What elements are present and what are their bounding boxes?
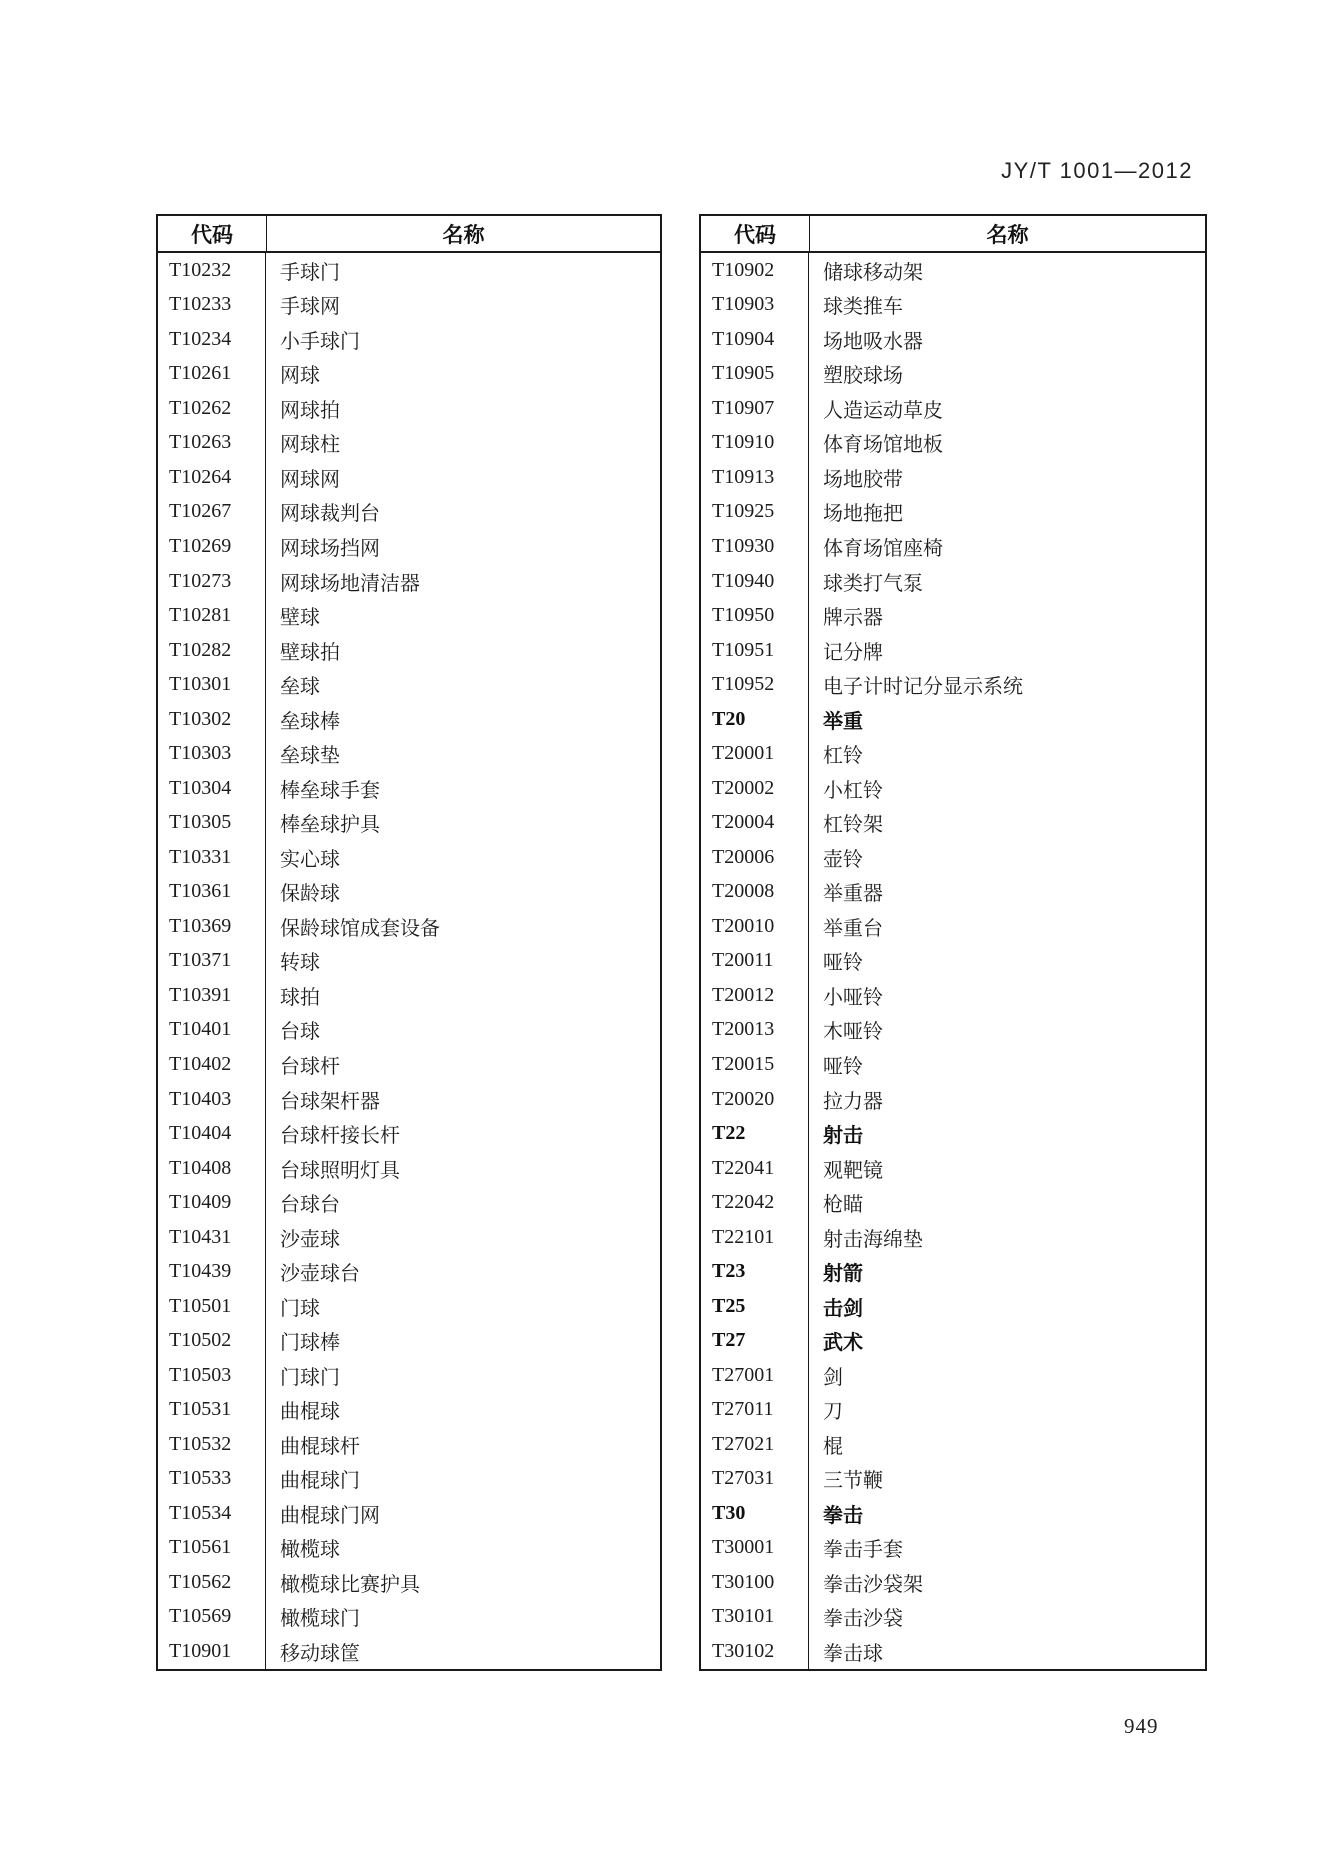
code-cell: T23 xyxy=(701,1254,809,1289)
name-cell: 拉力器 xyxy=(823,1090,883,1113)
name-cell: 保龄球馆成套设备 xyxy=(280,917,440,940)
code-cell: T20011 xyxy=(701,944,809,979)
code-cell: T10562 xyxy=(158,1565,266,1600)
code-cell: T20002 xyxy=(701,771,809,806)
name-cell: 曲棍球门 xyxy=(280,1470,360,1493)
table-row xyxy=(158,391,660,426)
code-cell: T10402 xyxy=(158,1047,266,1082)
table-row xyxy=(701,1427,1205,1462)
table-row xyxy=(158,288,660,323)
code-cell: T30100 xyxy=(701,1565,809,1600)
code-cell: T10305 xyxy=(158,806,266,841)
code-cell: T10902 xyxy=(701,253,809,288)
name-cell: 手球网 xyxy=(280,296,340,319)
name-cell: 橄榄球 xyxy=(280,1539,340,1562)
table-row xyxy=(701,1082,1205,1117)
table-row xyxy=(158,1116,660,1151)
name-cell: 拳击球 xyxy=(823,1643,883,1666)
name-cell: 网球拍 xyxy=(280,399,340,422)
table-row xyxy=(158,1427,660,1462)
name-cell: 杠铃架 xyxy=(823,814,883,837)
name-cell: 枪瞄 xyxy=(823,1194,863,1217)
table-row xyxy=(158,1082,660,1117)
name-cell: 曲棍球 xyxy=(280,1401,340,1424)
name-cell: 击剑 xyxy=(823,1297,863,1320)
table-row xyxy=(158,1323,660,1358)
code-cell: T10301 xyxy=(158,667,266,702)
code-cell: T20015 xyxy=(701,1047,809,1082)
name-cell: 射箭 xyxy=(823,1263,863,1286)
code-cell: T10234 xyxy=(158,322,266,357)
table-row xyxy=(701,495,1205,530)
name-cell: 手球门 xyxy=(280,261,340,284)
code-cell: T20012 xyxy=(701,978,809,1013)
name-cell: 哑铃 xyxy=(823,1055,863,1078)
name-cell: 台球照明灯具 xyxy=(280,1159,400,1182)
name-cell: 储球移动架 xyxy=(823,261,923,284)
name-cell: 门球 xyxy=(280,1297,320,1320)
code-cell: T20 xyxy=(701,702,809,737)
table-row xyxy=(158,840,660,875)
table-row xyxy=(701,909,1205,944)
name-cell: 剑 xyxy=(823,1366,843,1389)
table-row xyxy=(701,1393,1205,1428)
table-row xyxy=(701,978,1205,1013)
table-row xyxy=(158,702,660,737)
table-row xyxy=(701,391,1205,426)
name-cell: 门球门 xyxy=(280,1366,340,1389)
code-cell: T20013 xyxy=(701,1013,809,1048)
code-cell: T20001 xyxy=(701,736,809,771)
code-cell: T10930 xyxy=(701,529,809,564)
table-row xyxy=(158,875,660,910)
code-cell: T10304 xyxy=(158,771,266,806)
column-header-name: 名称 xyxy=(442,223,485,247)
table-row xyxy=(158,1496,660,1531)
table-row xyxy=(701,1565,1205,1600)
name-cell: 垒球棒 xyxy=(280,710,340,733)
name-cell: 网球网 xyxy=(280,468,340,491)
name-cell: 网球 xyxy=(280,365,320,388)
table-row xyxy=(158,1634,660,1669)
code-cell: T10401 xyxy=(158,1013,266,1048)
code-cell: T10532 xyxy=(158,1427,266,1462)
name-cell: 举重器 xyxy=(823,883,883,906)
table-row xyxy=(701,667,1205,702)
code-cell: T10503 xyxy=(158,1358,266,1393)
name-cell: 棍 xyxy=(823,1435,843,1458)
name-cell: 保龄球 xyxy=(280,883,340,906)
name-cell: 转球 xyxy=(280,952,320,975)
name-cell: 举重台 xyxy=(823,917,883,940)
table-row xyxy=(701,1013,1205,1048)
table-row xyxy=(701,1323,1205,1358)
table-row xyxy=(158,736,660,771)
code-cell: T10233 xyxy=(158,288,266,323)
name-cell: 杠铃 xyxy=(823,745,863,768)
table-row xyxy=(158,1358,660,1393)
table-row xyxy=(701,1254,1205,1289)
code-cell: T10901 xyxy=(158,1634,266,1669)
name-cell: 武术 xyxy=(823,1332,863,1355)
name-cell: 台球台 xyxy=(280,1194,340,1217)
table-row xyxy=(158,253,660,288)
name-cell: 沙壶球台 xyxy=(280,1263,360,1286)
table-row xyxy=(158,633,660,668)
table-row xyxy=(158,1151,660,1186)
table-body xyxy=(158,253,660,1669)
table-row xyxy=(701,1116,1205,1151)
table-row xyxy=(701,771,1205,806)
code-cell: T10408 xyxy=(158,1151,266,1186)
table-row xyxy=(701,253,1205,288)
code-cell: T10569 xyxy=(158,1600,266,1635)
code-cell: T10369 xyxy=(158,909,266,944)
code-cell: T10302 xyxy=(158,702,266,737)
code-cell: T10371 xyxy=(158,944,266,979)
table-row xyxy=(158,944,660,979)
table-row xyxy=(158,909,660,944)
table-row xyxy=(701,1496,1205,1531)
table-row xyxy=(158,1013,660,1048)
name-cell: 球拍 xyxy=(280,986,320,1009)
name-cell: 刀 xyxy=(823,1401,843,1424)
name-cell: 三节鞭 xyxy=(823,1470,883,1493)
name-cell: 牌示器 xyxy=(823,607,883,630)
name-cell: 台球杆接长杆 xyxy=(280,1125,400,1148)
table-row xyxy=(158,1254,660,1289)
code-cell: T10952 xyxy=(701,667,809,702)
table-row xyxy=(701,598,1205,633)
code-cell: T10282 xyxy=(158,633,266,668)
table-row xyxy=(701,806,1205,841)
name-cell: 拳击沙袋 xyxy=(823,1608,903,1631)
name-cell: 木哑铃 xyxy=(823,1021,883,1044)
name-cell: 网球柱 xyxy=(280,434,340,457)
table-row xyxy=(158,771,660,806)
name-cell: 拳击 xyxy=(823,1504,863,1527)
table-row xyxy=(158,357,660,392)
code-cell: T10940 xyxy=(701,564,809,599)
table-row xyxy=(158,529,660,564)
name-cell: 电子计时记分显示系统 xyxy=(823,676,1023,699)
name-cell: 网球场地清洁器 xyxy=(280,572,420,595)
standard-number-header: JY/T 1001—2012 xyxy=(1001,158,1193,183)
table-row xyxy=(158,1047,660,1082)
name-cell: 网球裁判台 xyxy=(280,503,380,526)
code-cell: T22042 xyxy=(701,1185,809,1220)
table-row xyxy=(701,944,1205,979)
table-row xyxy=(701,1600,1205,1635)
name-cell: 垒球 xyxy=(280,676,320,699)
table-row xyxy=(701,1289,1205,1324)
column-header-code: 代码 xyxy=(701,216,810,251)
table-header-row xyxy=(701,216,1205,253)
code-cell: T27001 xyxy=(701,1358,809,1393)
code-cell: T30101 xyxy=(701,1600,809,1635)
code-cell: T10431 xyxy=(158,1220,266,1255)
code-cell: T30 xyxy=(701,1496,809,1531)
code-cell: T10263 xyxy=(158,426,266,461)
code-cell: T22 xyxy=(701,1116,809,1151)
code-cell: T30001 xyxy=(701,1531,809,1566)
code-cell: T10561 xyxy=(158,1531,266,1566)
table-row xyxy=(158,495,660,530)
code-cell: T10531 xyxy=(158,1393,266,1428)
table-row xyxy=(158,1220,660,1255)
name-cell: 网球场挡网 xyxy=(280,538,380,561)
code-cell: T10391 xyxy=(158,978,266,1013)
name-cell: 射击 xyxy=(823,1125,863,1148)
name-cell: 场地胶带 xyxy=(823,468,903,491)
code-cell: T10904 xyxy=(701,322,809,357)
code-cell: T10925 xyxy=(701,495,809,530)
code-cell: T10905 xyxy=(701,357,809,392)
code-cell: T10331 xyxy=(158,840,266,875)
code-cell: T20008 xyxy=(701,875,809,910)
name-cell: 垒球垫 xyxy=(280,745,340,768)
code-cell: T10262 xyxy=(158,391,266,426)
name-cell: 哑铃 xyxy=(823,952,863,975)
table-row xyxy=(701,529,1205,564)
code-cell: T10910 xyxy=(701,426,809,461)
name-cell: 记分牌 xyxy=(823,641,883,664)
code-cell: T30102 xyxy=(701,1634,809,1669)
name-cell: 人造运动草皮 xyxy=(823,399,943,422)
name-cell: 举重 xyxy=(823,710,863,733)
table-row xyxy=(158,1600,660,1635)
code-cell: T27021 xyxy=(701,1427,809,1462)
table-row xyxy=(701,1220,1205,1255)
name-cell: 橄榄球比赛护具 xyxy=(280,1573,420,1596)
name-cell: 小手球门 xyxy=(280,330,360,353)
code-cell: T10232 xyxy=(158,253,266,288)
name-cell: 台球 xyxy=(280,1021,320,1044)
name-cell: 拳击手套 xyxy=(823,1539,903,1562)
table-row xyxy=(701,564,1205,599)
name-cell: 观靶镜 xyxy=(823,1159,883,1182)
table-row xyxy=(701,702,1205,737)
code-cell: T10403 xyxy=(158,1082,266,1117)
table-row xyxy=(701,1462,1205,1497)
table-row xyxy=(701,426,1205,461)
table-row xyxy=(158,426,660,461)
table-row xyxy=(701,1047,1205,1082)
table-row xyxy=(158,1185,660,1220)
code-cell: T10267 xyxy=(158,495,266,530)
code-cell: T10903 xyxy=(701,288,809,323)
table-row xyxy=(158,460,660,495)
table-header-row xyxy=(158,216,660,253)
column-header-code: 代码 xyxy=(158,216,267,251)
page-number: 949 xyxy=(1124,1714,1159,1738)
name-cell: 曲棍球门网 xyxy=(280,1504,380,1527)
column-header-name: 名称 xyxy=(986,223,1029,247)
table-row xyxy=(158,806,660,841)
code-cell: T10361 xyxy=(158,875,266,910)
table-row xyxy=(158,978,660,1013)
name-cell: 实心球 xyxy=(280,848,340,871)
table-row xyxy=(701,322,1205,357)
name-cell: 移动球筐 xyxy=(280,1643,360,1666)
table-body xyxy=(701,253,1205,1669)
code-cell: T27031 xyxy=(701,1462,809,1497)
table-row xyxy=(701,1634,1205,1669)
table-row xyxy=(158,1289,660,1324)
table-row xyxy=(701,1151,1205,1186)
name-cell: 球类推车 xyxy=(823,296,903,319)
code-cell: T10303 xyxy=(158,736,266,771)
table-row xyxy=(158,564,660,599)
name-cell: 壁球 xyxy=(280,607,320,630)
table-row xyxy=(158,1531,660,1566)
code-cell: T27 xyxy=(701,1323,809,1358)
table-row xyxy=(701,840,1205,875)
code-cell: T10409 xyxy=(158,1185,266,1220)
code-cell: T10913 xyxy=(701,460,809,495)
code-cell: T10533 xyxy=(158,1462,266,1497)
code-cell: T27011 xyxy=(701,1393,809,1428)
code-cell: T10951 xyxy=(701,633,809,668)
code-cell: T10502 xyxy=(158,1323,266,1358)
name-cell: 沙壶球 xyxy=(280,1228,340,1251)
code-cell: T10273 xyxy=(158,564,266,599)
code-cell: T20010 xyxy=(701,909,809,944)
code-cell: T10261 xyxy=(158,357,266,392)
code-cell: T20004 xyxy=(701,806,809,841)
code-cell: T10281 xyxy=(158,598,266,633)
code-cell: T10950 xyxy=(701,598,809,633)
code-cell: T10269 xyxy=(158,529,266,564)
name-cell: 小哑铃 xyxy=(823,986,883,1009)
name-cell: 拳击沙袋架 xyxy=(823,1573,923,1596)
name-cell: 曲棍球杆 xyxy=(280,1435,360,1458)
code-cell: T10264 xyxy=(158,460,266,495)
name-cell: 壶铃 xyxy=(823,848,863,871)
name-cell: 橄榄球门 xyxy=(280,1608,360,1631)
table-row xyxy=(701,633,1205,668)
table-row xyxy=(158,667,660,702)
code-cell: T10501 xyxy=(158,1289,266,1324)
name-cell: 棒垒球手套 xyxy=(280,779,380,802)
name-cell: 台球杆 xyxy=(280,1055,340,1078)
name-cell: 场地拖把 xyxy=(823,503,903,526)
code-table-left xyxy=(156,214,662,1671)
name-cell: 塑胶球场 xyxy=(823,365,903,388)
table-row xyxy=(158,1393,660,1428)
table-row xyxy=(158,1462,660,1497)
table-row xyxy=(701,460,1205,495)
table-row xyxy=(701,736,1205,771)
table-row xyxy=(158,322,660,357)
table-row xyxy=(158,598,660,633)
name-cell: 场地吸水器 xyxy=(823,330,923,353)
code-cell: T22101 xyxy=(701,1220,809,1255)
table-row xyxy=(701,288,1205,323)
code-cell: T25 xyxy=(701,1289,809,1324)
name-cell: 球类打气泵 xyxy=(823,572,923,595)
code-table-right xyxy=(699,214,1207,1671)
code-cell: T10439 xyxy=(158,1254,266,1289)
name-cell: 射击海绵垫 xyxy=(823,1228,923,1251)
code-cell: T10404 xyxy=(158,1116,266,1151)
code-cell: T10907 xyxy=(701,391,809,426)
table-row xyxy=(701,357,1205,392)
table-row xyxy=(701,1185,1205,1220)
code-cell: T20006 xyxy=(701,840,809,875)
name-cell: 壁球拍 xyxy=(280,641,340,664)
table-row xyxy=(701,1358,1205,1393)
code-cell: T20020 xyxy=(701,1082,809,1117)
name-cell: 体育场馆座椅 xyxy=(823,538,943,561)
table-row xyxy=(701,1531,1205,1566)
name-cell: 小杠铃 xyxy=(823,779,883,802)
name-cell: 棒垒球护具 xyxy=(280,814,380,837)
code-cell: T10534 xyxy=(158,1496,266,1531)
name-cell: 台球架杆器 xyxy=(280,1090,380,1113)
table-row xyxy=(158,1565,660,1600)
name-cell: 体育场馆地板 xyxy=(823,434,943,457)
table-row xyxy=(701,875,1205,910)
code-cell: T22041 xyxy=(701,1151,809,1186)
name-cell: 门球棒 xyxy=(280,1332,340,1355)
